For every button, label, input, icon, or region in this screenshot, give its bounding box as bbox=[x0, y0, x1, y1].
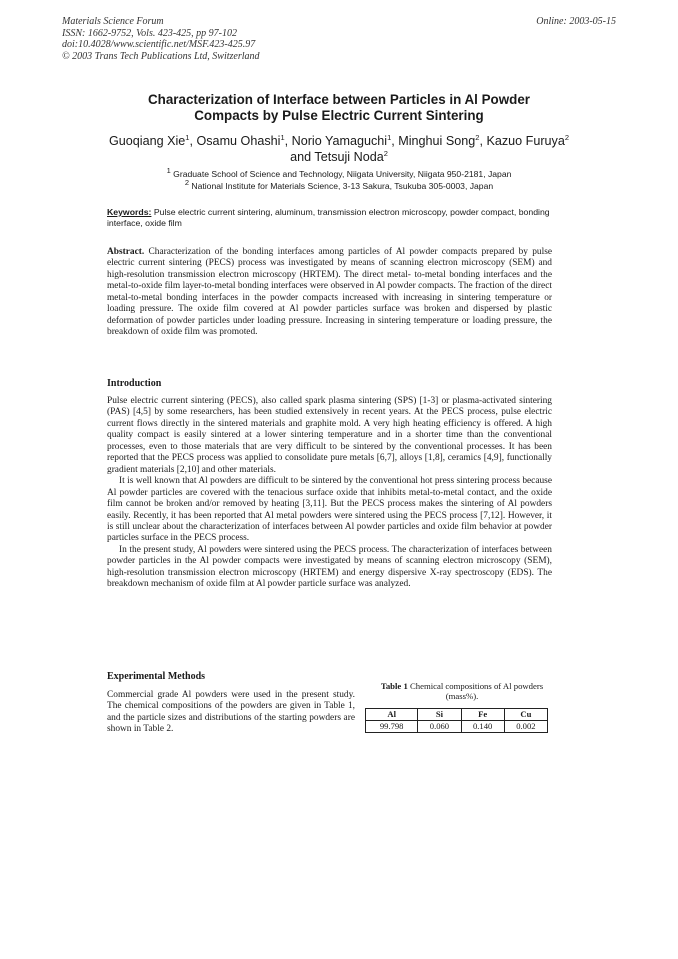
table-cell: 99.798 bbox=[366, 721, 418, 733]
experimental-paragraph-1: Commercial grade Al powders were used in the present study. The chemical compositions of the powders are given in Table 1, and the particle sizes and distributions of the starting powders are shown in Table 2. bbox=[107, 690, 355, 735]
abstract-text: Characterization of the bonding interfaces among particles of Al powder compacts prepared by pulse electric current sintering (PECS) process was investigated by means of scanning electron microscopy (SEM) and high-resolution transmission electron microscopy (HRTEM). The direct metal- to-metal bonding interfaces and the metal-to-oxide film layer-to-metal bonding interfaces were observed in Al powder compacts. The fraction of the direct metal-to-metal bonding interfaces in the powder compacts increased with increasing in sintering temperature or loading pressure. The oxide film covered at Al powder particles surface was broken and dispersed by plastic deformation of powder particles under loading pressure. Increasing in sintering temperature or loading pressure, the breakdown of oxide film was promoted. bbox=[107, 247, 553, 338]
doi-line: doi:10.4028/www.scientific.net/MSF.423-425.97 bbox=[62, 39, 256, 50]
keywords-label: Keywords: bbox=[107, 207, 152, 217]
affiliation-text: Graduate School of Science and Technology, Niigata University, Niigata 950-2181, Japan bbox=[173, 169, 512, 179]
author-name: Norio Yamaguchi bbox=[291, 134, 388, 148]
table-header-cell: Al bbox=[366, 709, 418, 721]
table-header-cell: Si bbox=[418, 709, 461, 721]
table-cell: 0.002 bbox=[504, 721, 547, 733]
journal-header bbox=[62, 16, 260, 62]
author-separator: , bbox=[189, 134, 197, 148]
author-name: Kazuo Furuya bbox=[486, 134, 565, 148]
journal-name: Materials Science Forum bbox=[62, 16, 164, 27]
intro-paragraph-1: Pulse electric current sintering (PECS), also called spark plasma sintering (SPS) [1-3] or plasma-activated sintering (PAS) [4,5] by some researchers, has been studied extensively in recent years. At the PECS process, pulse electric current flows directly in the sintered materials and graphite mold. A very high heating efficiency is offered. A high quality compact is easily sintered at a lower sintering temperature and in a shorter time than the conventional processes, even to those materials that are very difficult to be sintered by the conventional processes. It has been reported that the PECS process was applied to consolidate pure metals [6,7], alloys [1,8], ceramics [4,9], functionally gradient materials [2,10] and other materials. bbox=[107, 396, 552, 475]
title-line-1: Characterization of Interface between Particles in Al Powder bbox=[148, 92, 530, 107]
table-header-cell: Fe bbox=[461, 709, 504, 721]
author-separator: , bbox=[284, 134, 292, 148]
author-name: Guoqiang Xie bbox=[108, 134, 186, 148]
section-heading-experimental: Experimental Methods bbox=[107, 671, 206, 682]
affiliation-1 bbox=[80, 166, 598, 180]
table-1-caption bbox=[372, 681, 552, 701]
abstract-label: Abstract. bbox=[107, 247, 145, 257]
author-affil-sup: 1 bbox=[185, 132, 190, 142]
author-separator: and bbox=[290, 149, 315, 164]
paper-title bbox=[100, 92, 578, 124]
affiliation-2 bbox=[80, 178, 598, 192]
table-1 bbox=[365, 708, 548, 733]
author-separator: , bbox=[479, 134, 487, 148]
keywords bbox=[107, 207, 572, 229]
author-name: Osamu Ohashi bbox=[196, 134, 281, 148]
intro-paragraph-3: In the present study, Al powders were sintered using the PECS process. The characterization of interfaces between powder particles in the Al powder compacts were investigated by means of scanning electron microscopy (SEM), high-resolution transmission electron microscopy (HRTEM) and energy dispersive X-ray spectroscopy (EDS). The breakdown mechanism of oxide film at Al powder particle surface was analyzed. bbox=[107, 544, 552, 590]
keywords-text: Pulse electric current sintering, aluminum, transmission electron microscopy, powder compact, bonding interface, oxide film bbox=[107, 207, 550, 228]
title-line-2: Compacts by Pulse Electric Current Sintering bbox=[194, 108, 484, 123]
affiliation-text: National Institute for Materials Science, 3-13 Sakura, Tsukuba 305-0003, Japan bbox=[191, 181, 494, 191]
table-cell: 0.140 bbox=[461, 721, 504, 733]
author-affil-sup: 2 bbox=[383, 148, 388, 158]
author-affil-sup: 2 bbox=[564, 132, 570, 142]
author-affil-sup: 1 bbox=[280, 132, 285, 142]
affiliation-sup: 2 bbox=[184, 178, 189, 188]
table-1-label: Table 1 bbox=[380, 681, 408, 691]
author-list bbox=[100, 134, 578, 165]
copyright-line: © 2003 Trans Tech Publications Ltd, Switzerland bbox=[62, 50, 260, 62]
section-heading-introduction: Introduction bbox=[107, 378, 162, 389]
table-header-row bbox=[366, 709, 548, 721]
table-cell: 0.060 bbox=[418, 721, 461, 733]
table-header-cell: Cu bbox=[504, 709, 547, 721]
table-1-caption-text: Chemical compositions of Al powders (mass%). bbox=[409, 681, 544, 701]
author-affil-sup: 1 bbox=[387, 132, 392, 142]
intro-paragraph-2: It is well known that Al powders are difficult to be sintered by the conventional hot press sintering process because Al powder particles are covered with the tenacious surface oxide that inhibits metal-to-metal contact, and the oxide film cannot be broken and/or removed by heating [3,11]. But the PECS process makes the sintering of Al powders easily. Recently, it has been reported that Al metal powders were sintered using the PECS process [7,12]. However, it is still unclear about the characterization of interfaces between Al powder particles and oxide film behavior at powder particles surface in the PECS process. bbox=[107, 476, 552, 544]
author-name: Minghui Song bbox=[398, 134, 476, 148]
abstract bbox=[107, 247, 552, 339]
author-name: Tetsuji Noda bbox=[314, 149, 384, 164]
author-affil-sup: 2 bbox=[475, 132, 480, 142]
introduction-body bbox=[107, 396, 552, 591]
author-separator: , bbox=[391, 134, 399, 148]
affiliation-sup: 1 bbox=[166, 166, 171, 176]
table-row bbox=[366, 721, 548, 733]
online-date: Online: 2003-05-15 bbox=[536, 16, 616, 27]
issn-line: ISSN: 1662-9752, Vols. 423-425, pp 97-102 bbox=[62, 27, 237, 39]
